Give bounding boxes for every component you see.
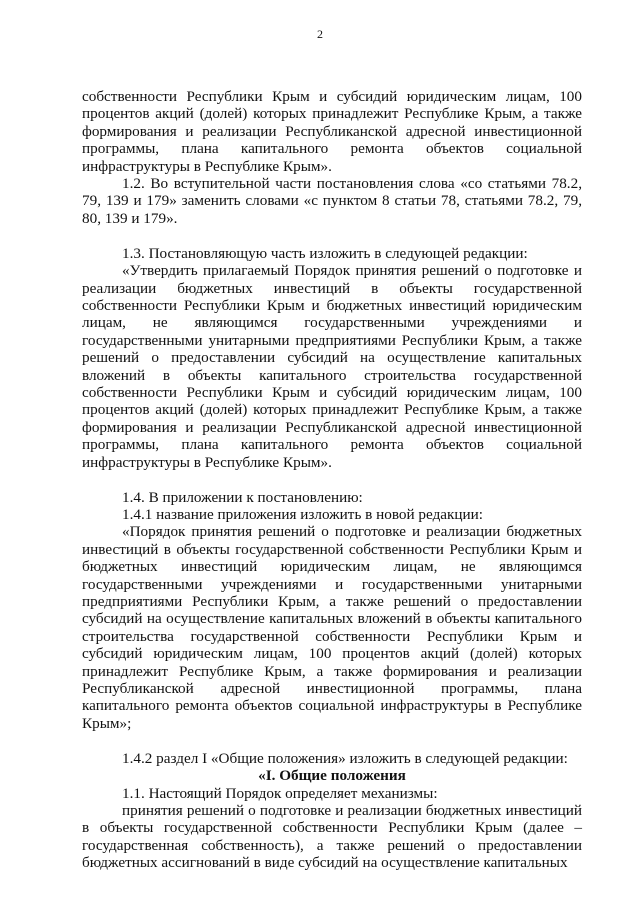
paragraph-resolution-quote: «Утвердить прилагаемый Порядок принятия решений о подготовке и реализации бюджетных инвестиций в объекты государственной собственности Республики Крым и бюджетных инвестиций юридическим лицам, не являющимся государственными учреждениями и государственными унитарными предприятиями Республики Крым, а также решений о предоставлении субсидий на осуществление капитальных вложений в объекты капитального строительства государственной собственности Республики Крым и субсидий юридическим лицам, 100 процентов акций (долей) которых принадлежит Республике Крым, а также формирования и реализации Республиканской адресной инвестиционной программы, плана капитального ремонта объектов социальной инфраструктуры в Республике Крым».: [82, 262, 582, 471]
paragraph-1-3: 1.3. Постановляющую часть изложить в следующей редакции:: [122, 244, 528, 262]
paragraph-1-4-1: 1.4.1 название приложения изложить в новой редакции:: [122, 505, 484, 523]
page-number: 2: [317, 27, 323, 41]
paragraph-1-4: 1.4. В приложении к постановлению:: [122, 488, 363, 506]
paragraph-mechanisms: принятия решений о подготовке и реализации бюджетных инвестиций в объекты государственной собственности Республики Крым (далее – государственная собственность), а также решений о предоставлении бюджетных ассигнований в виде субсидий на осуществление капитальных: [82, 801, 582, 872]
paragraph-continuation: собственности Республики Крым и субсидий юридическим лицам, 100 процентов акций (долей) которых принадлежит Республике Крым, а также формирования и реализации Республиканской адресной инвестиционной программы, плана капитального ремонта объектов социальной инфраструктуры в Республике Крым».: [82, 88, 582, 175]
document-body: [82, 88, 582, 872]
paragraph-1-1: 1.1. Настоящий Порядок определяет механизмы:: [122, 784, 438, 802]
paragraph-1-2: 1.2. Во вступительной части постановления слова «со статьями 78.2, 79, 139 и 179» заменить словами «с пунктом 8 статьи 78, статьями 78.2, 79, 80, 139 и 179».: [82, 175, 582, 227]
paragraph-title-quote: «Порядок принятия решений о подготовке и реализации бюджетных инвестиций в объекты государственной собственности Республики Крым и бюджетных инвестиций юридическим лицам, не являющимся государственными учреждениями и государственными унитарными предприятиями Республики Крым, а также решений о предоставлении субсидий на осуществление капитальных вложений в объекты капитального строительства государственной собственности Республики Крым и субсидий юридическим лицам, 100 процентов акций (долей) которых принадлежит Республике Крым, а также формирования и реализации Республиканской адресной инвестиционной программы, плана капитального ремонта объектов социальной инфраструктуры в Республике Крым»;: [82, 523, 582, 732]
section-heading: «I. Общие положения: [258, 767, 406, 785]
paragraph-1-4-2: 1.4.2 раздел I «Общие положения» изложить в следующей редакции:: [122, 749, 568, 767]
